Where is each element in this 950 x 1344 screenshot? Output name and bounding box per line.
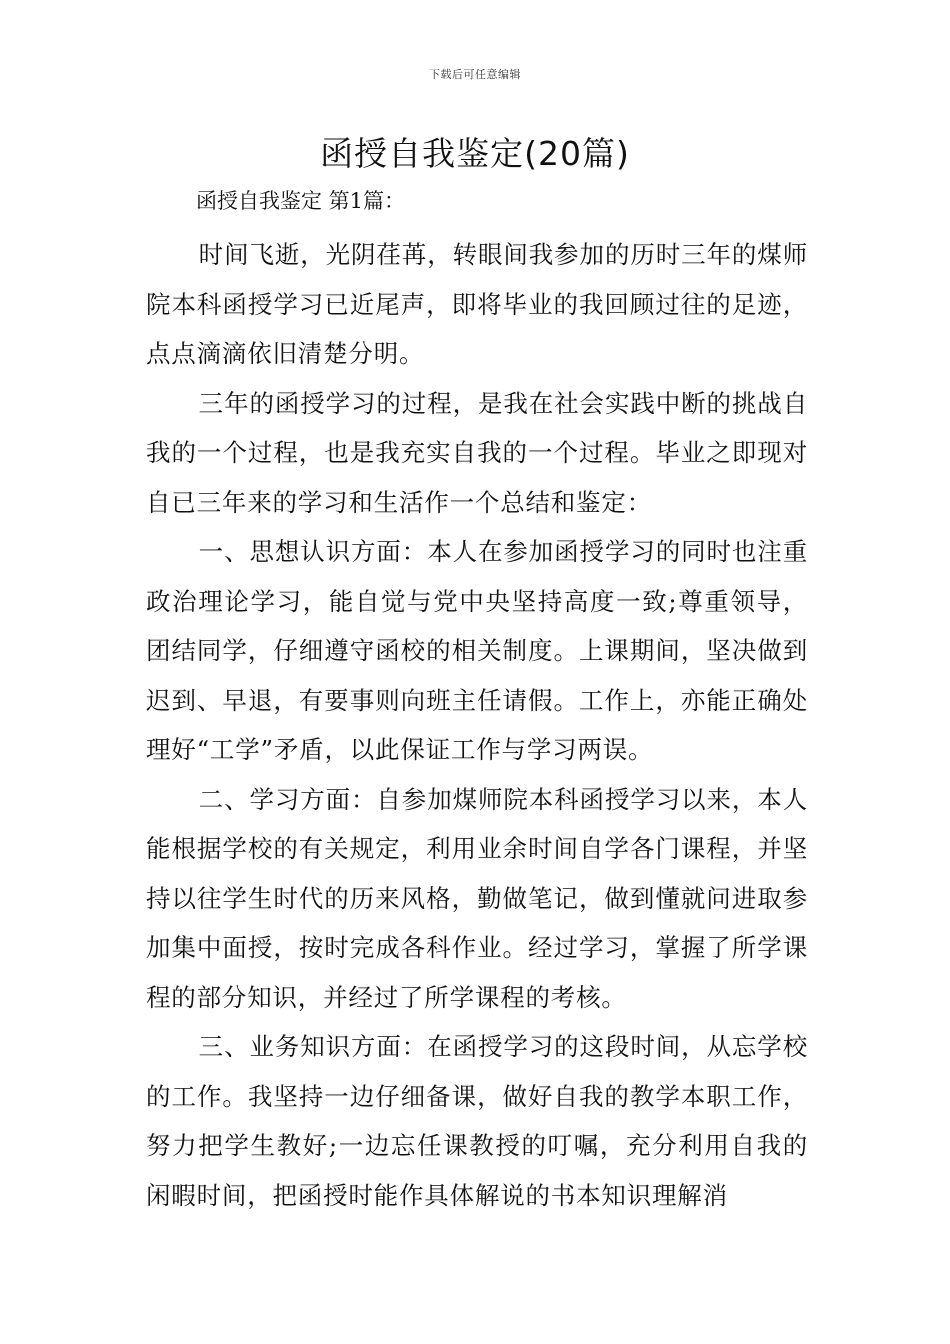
- paragraph-2: 三年的函授学习的过程，是我在社会实践中断的挑战自我的一个过程，也是我充实自我的一个过程。毕业之即现对自已三年来的学习和生活作一个总结和鉴定：: [146, 388, 808, 517]
- paragraph-1: 时间飞逝，光阴荏苒，转眼间我参加的历时三年的煤师院本科函授学习已近尾声，即将毕业的我回顾过往的足迹，点点滴滴依旧清楚分明。: [146, 240, 808, 368]
- paragraph-4: 二、学习方面：自参加煤师院本科函授学习以来，本人能根据学校的有关规定，利用业余时间自学各门课程，并坚持以往学生时代的历来风格，勤做笔记，做到懂就问进取参加集中面授，按时完成各科作业。经过学习，掌握了所学课程的部分知识，并经过了所学课程的考核。: [146, 784, 808, 1012]
- paragraph-3: 一、思想认识方面：本人在参加函授学习的同时也注重政治理论学习，能自觉与党中央坚持高度一致;尊重领导，团结同学，仔细遵守函校的相关制度。上课期间，坚决做到迟到、早退，有要事则向班主任请假。工作上，亦能正确处理好“工学”矛盾，以此保证工作与学习两误。: [146, 537, 808, 764]
- header-note: 下载后可任意编辑: [429, 68, 521, 81]
- paragraph-5: 三、业务知识方面：在函授学习的这段时间，从忘学校的工作。我坚持一边仔细备课，做好自我的教学本职工作，努力把学生教好;一边忘任课教授的叮嘱，充分利用自我的闲暇时间，把函授时能作具体解说的书本知识理解消: [146, 1032, 808, 1210]
- page-title: 函授自我鉴定(20篇): [320, 134, 630, 173]
- section-subtitle: 函授自我鉴定 第1篇：: [196, 189, 406, 213]
- document-body: [146, 182, 808, 1220]
